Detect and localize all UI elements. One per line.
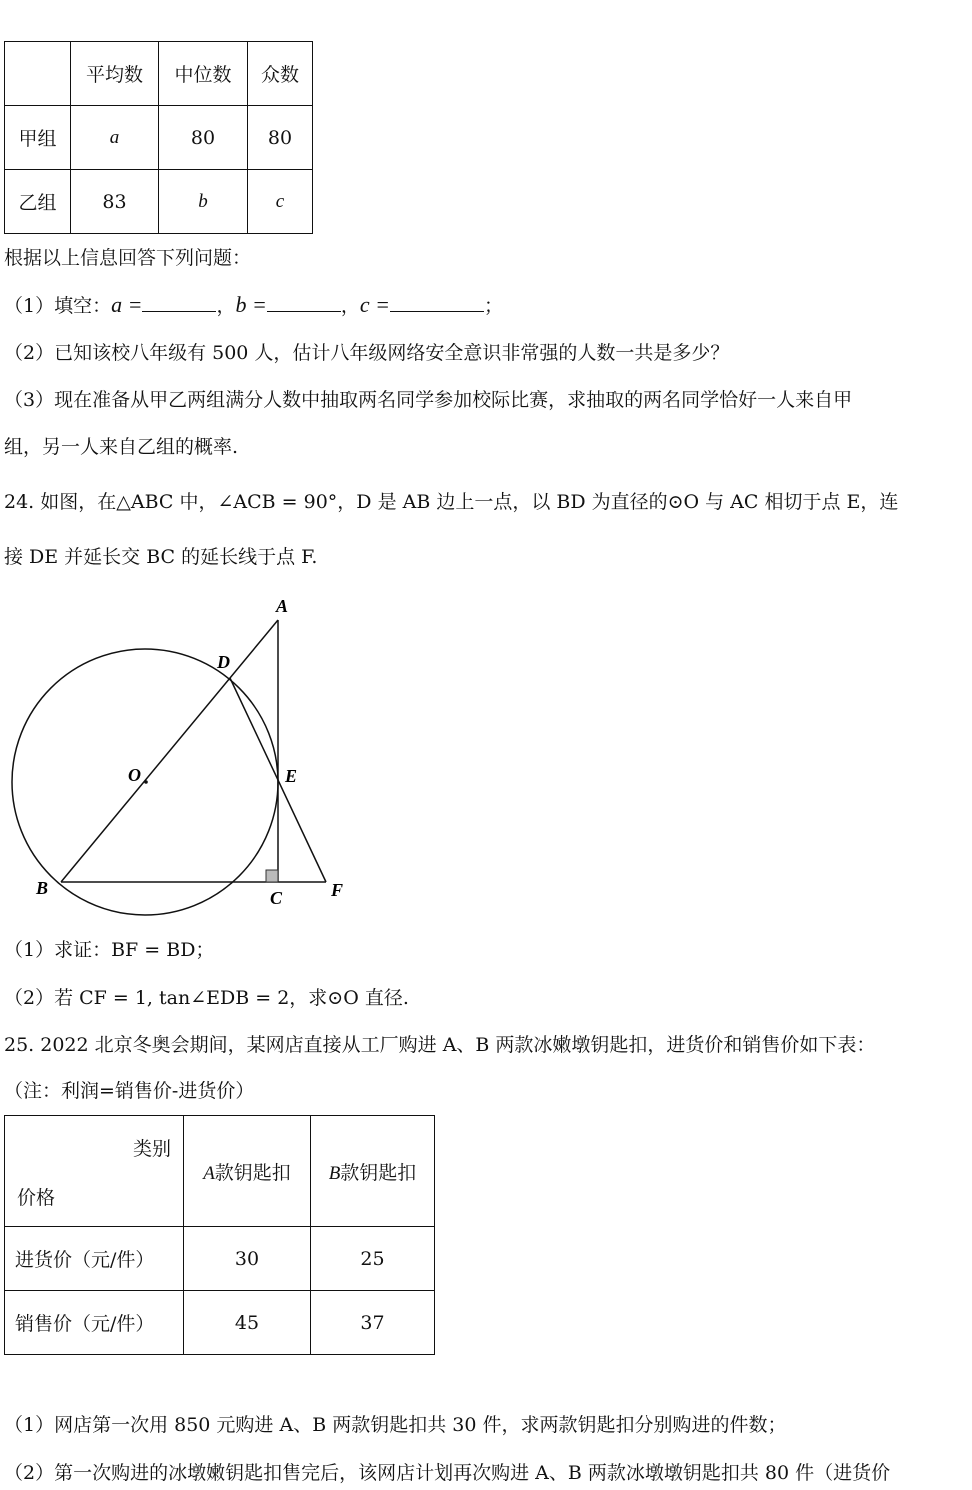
corner-category: 类别 [132,1138,171,1160]
price-header-a [184,1116,311,1227]
q24-part2: （2）若 CF = 1, tan∠EDB = 2，求⊙O 直径. [4,987,409,1009]
q23-part1-prefix: （1）填空： [4,295,112,317]
table-row [5,106,313,170]
q23-blank-a [142,293,216,312]
cell-mean-a: a [71,106,159,170]
q23-sep-1: ， [216,295,236,317]
center-dot [144,780,148,784]
stats-table [4,41,313,234]
q23-blank-c-label: c = [359,292,390,317]
cell-mode-a: 80 [248,106,313,170]
cell-mean-b: 83 [71,170,159,234]
q24-stem-line1: 24. 如图，在△ABC 中，∠ACB = 90°，D 是 AB 边上一点，以 BD 为直径的⊙O 与 AC 相切于点 E，连 [4,491,899,513]
row-label-group-a: 甲组 [5,106,71,170]
q24-stem-line2: 接 DE 并延长交 BC 的延长线于点 F. [4,546,318,568]
q25-part1: （1）网店第一次用 850 元购进 A、B 两款钥匙扣共 30 件，求两款钥匙扣分别购进的件数； [4,1414,787,1436]
q24-part1: （1）求证：BF = BD； [4,939,215,961]
corner-price: 价格 [17,1187,56,1209]
q23-part3-line2: 组，另一人来自乙组的概率. [4,436,239,458]
q23-part3-line1: （3）现在准备从甲乙两组满分人数中抽取两名同学参加校际比赛，求抽取的两名同学恰好一人来自甲 [4,389,853,411]
q23-end: ； [483,295,503,317]
label-d: D [217,652,230,672]
label-f: F [331,880,344,900]
row-label-sale: 销售价（元/件） [5,1291,184,1355]
price-table-corner [5,1116,184,1227]
label-c: C [270,888,283,908]
cell-sale-b: 37 [311,1291,435,1355]
label-e: E [285,766,298,786]
table-row [5,1227,435,1291]
q23-part1 [4,293,503,318]
right-angle-mark [266,870,278,882]
price-header-b-letter: B [328,1162,341,1184]
price-header-a-text: 款钥匙扣 [214,1161,291,1184]
price-header-b [311,1116,435,1227]
stats-header-median: 中位数 [159,42,248,106]
price-header-a-letter: A [203,1162,215,1184]
stats-table-corner [5,42,71,106]
label-o: O [128,765,141,785]
q23-part2: （2）已知该校八年级有 500 人，估计八年级网络安全意识非常强的人数一共是多少？ [4,342,730,364]
q23-blank-b [267,293,341,312]
stats-header-mode: 众数 [248,42,313,106]
cell-cost-a: 30 [184,1227,311,1291]
table-row [5,1291,435,1355]
cell-sale-a: 45 [184,1291,311,1355]
q23-blank-c [390,293,484,312]
row-label-group-b: 乙组 [5,170,71,234]
label-a: A [276,596,289,616]
cell-median-a: 80 [159,106,248,170]
q23-blank-b-label: b = [235,292,267,317]
cell-mode-b: c [248,170,313,234]
q25-part2: （2）第一次购进的冰墩嫩钥匙扣售完后，该网店计划再次购进 A、B 两款冰墩墩钥匙扣共 80 件（进货价 [4,1462,891,1484]
q25-stem-line1: 25. 2022 北京冬奥会期间，某网店直接从工厂购进 A、B 两款冰嫩墩钥匙扣，进货价和销售价如下表： [4,1034,876,1056]
q25-stem-line2: （注：利润=销售价-进货价） [4,1080,255,1102]
cell-median-b: b [159,170,248,234]
q23-intro: 根据以上信息回答下列问题： [4,247,252,269]
cell-cost-b: 25 [311,1227,435,1291]
q23-sep-2: ， [340,295,360,317]
stats-header-mean: 平均数 [71,42,159,106]
q23-blank-a-label: a = [111,292,143,317]
row-label-cost: 进货价（元/件） [5,1227,184,1291]
table-row [5,170,313,234]
geometry-figure [0,590,380,920]
label-b: B [36,878,49,898]
price-table [4,1115,435,1355]
price-header-b-text: 款钥匙扣 [340,1161,417,1184]
